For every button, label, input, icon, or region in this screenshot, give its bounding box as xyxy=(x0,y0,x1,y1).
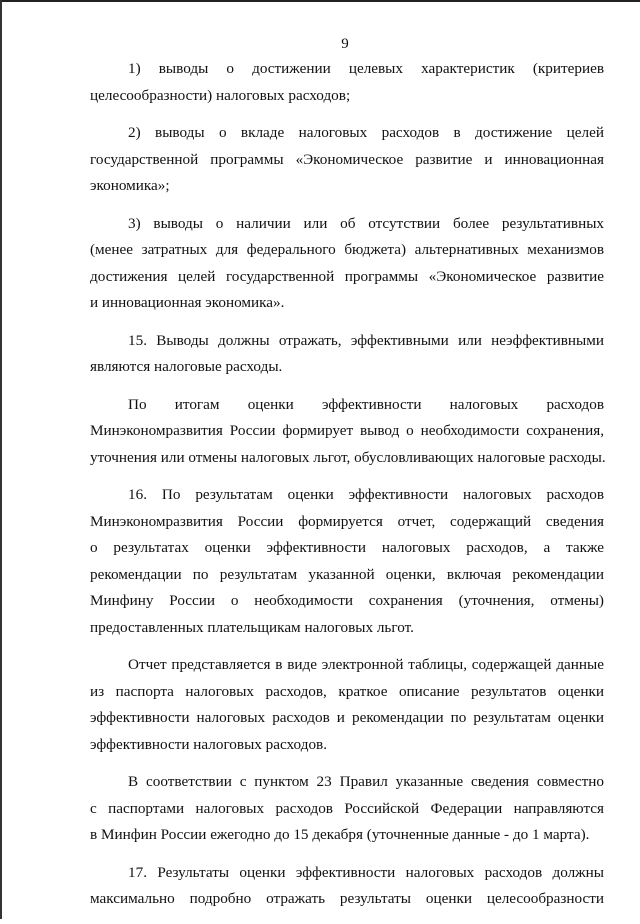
text-line: государственной программы «Экономическое развитие и инновационная xyxy=(90,150,604,168)
text-line: В соответствии с пунктом 23 Правил указанные сведения совместно xyxy=(128,773,604,790)
text-line: целесообразности) налоговых расходов; xyxy=(90,86,351,104)
text-line: 3) выводы о наличии или об отсутствии более результативных xyxy=(128,214,604,232)
text-line: 1) выводы о достижении целевых характеристик (критериев xyxy=(128,60,604,77)
text-line: Отчет представляется в виде электронной таблицы, содержащей данные xyxy=(128,656,604,673)
text-line: 15. Выводы должны отражать, эффективными или неэффективными xyxy=(128,331,604,349)
paragraph-submission xyxy=(90,769,604,849)
text-line: рекомендации по результатам указанной оценки, включая рекомендации xyxy=(90,565,604,583)
text-line: уточнения или отмены налоговых льгот, обусловливающих налоговые расходы. xyxy=(90,448,606,466)
paragraph-conclusions-3 xyxy=(90,211,604,317)
text-line: достижения целей государственной программы «Экономическое развитие xyxy=(90,267,604,285)
text-line: с паспортами налоговых расходов Российской Федерации направляются xyxy=(90,799,604,817)
text-line: эффективности налоговых расходов и рекомендации по результатам оценки xyxy=(90,709,604,726)
text-line: 17. Результаты оценки эффективности налоговых расходов должны xyxy=(128,863,604,881)
text-line: (менее затратных для федерального бюджета) альтернативных механизмов xyxy=(90,241,604,258)
scan-edge-left xyxy=(0,0,2,919)
paragraph-report-format xyxy=(90,652,604,758)
text-line: из паспорта налоговых расходов, краткое описание результатов оценки xyxy=(90,682,604,700)
paragraph-conclusions-2 xyxy=(90,120,604,200)
text-line: эффективности налоговых расходов. xyxy=(90,735,327,753)
page-number: 9 xyxy=(341,36,349,52)
document-body xyxy=(90,56,604,924)
text-line: и инновационная экономика». xyxy=(90,294,285,311)
scan-edge-top xyxy=(0,0,640,2)
paragraph-evaluation-results xyxy=(90,392,604,472)
text-line: 16. По результатам оценки эффективности налоговых расходов xyxy=(128,486,604,503)
paragraph-item-16 xyxy=(90,482,604,641)
text-line: являются налоговые расходы. xyxy=(90,358,283,375)
text-line: Минфину России о необходимости сохранения (уточнения, отмены) xyxy=(90,592,604,609)
text-line: 2) выводы о вкладе налоговых расходов в достижение целей xyxy=(128,124,604,141)
paragraph-conclusions-1 xyxy=(90,56,604,109)
text-line: Минэкономразвития России формируется отчет, содержащий сведения xyxy=(90,512,604,530)
text-line: По итогам оценки эффективности налоговых расходов xyxy=(128,395,604,413)
paragraph-item-15 xyxy=(90,328,604,381)
text-line: предоставленных плательщикам налоговых льгот. xyxy=(90,618,414,636)
paragraph-item-17 xyxy=(90,860,604,913)
text-line: максимально подробно отражать результаты оценки целесообразности xyxy=(90,890,604,907)
text-line: Минэкономразвития России формирует вывод о необходимости сохранения, xyxy=(90,422,604,439)
text-line: в Минфин России ежегодно до 15 декабря (уточненные данные - до 1 марта). xyxy=(90,826,590,843)
text-line: экономика»; xyxy=(90,177,170,194)
text-line: о результатах оценки эффективности налоговых расходов, а также xyxy=(90,539,604,556)
